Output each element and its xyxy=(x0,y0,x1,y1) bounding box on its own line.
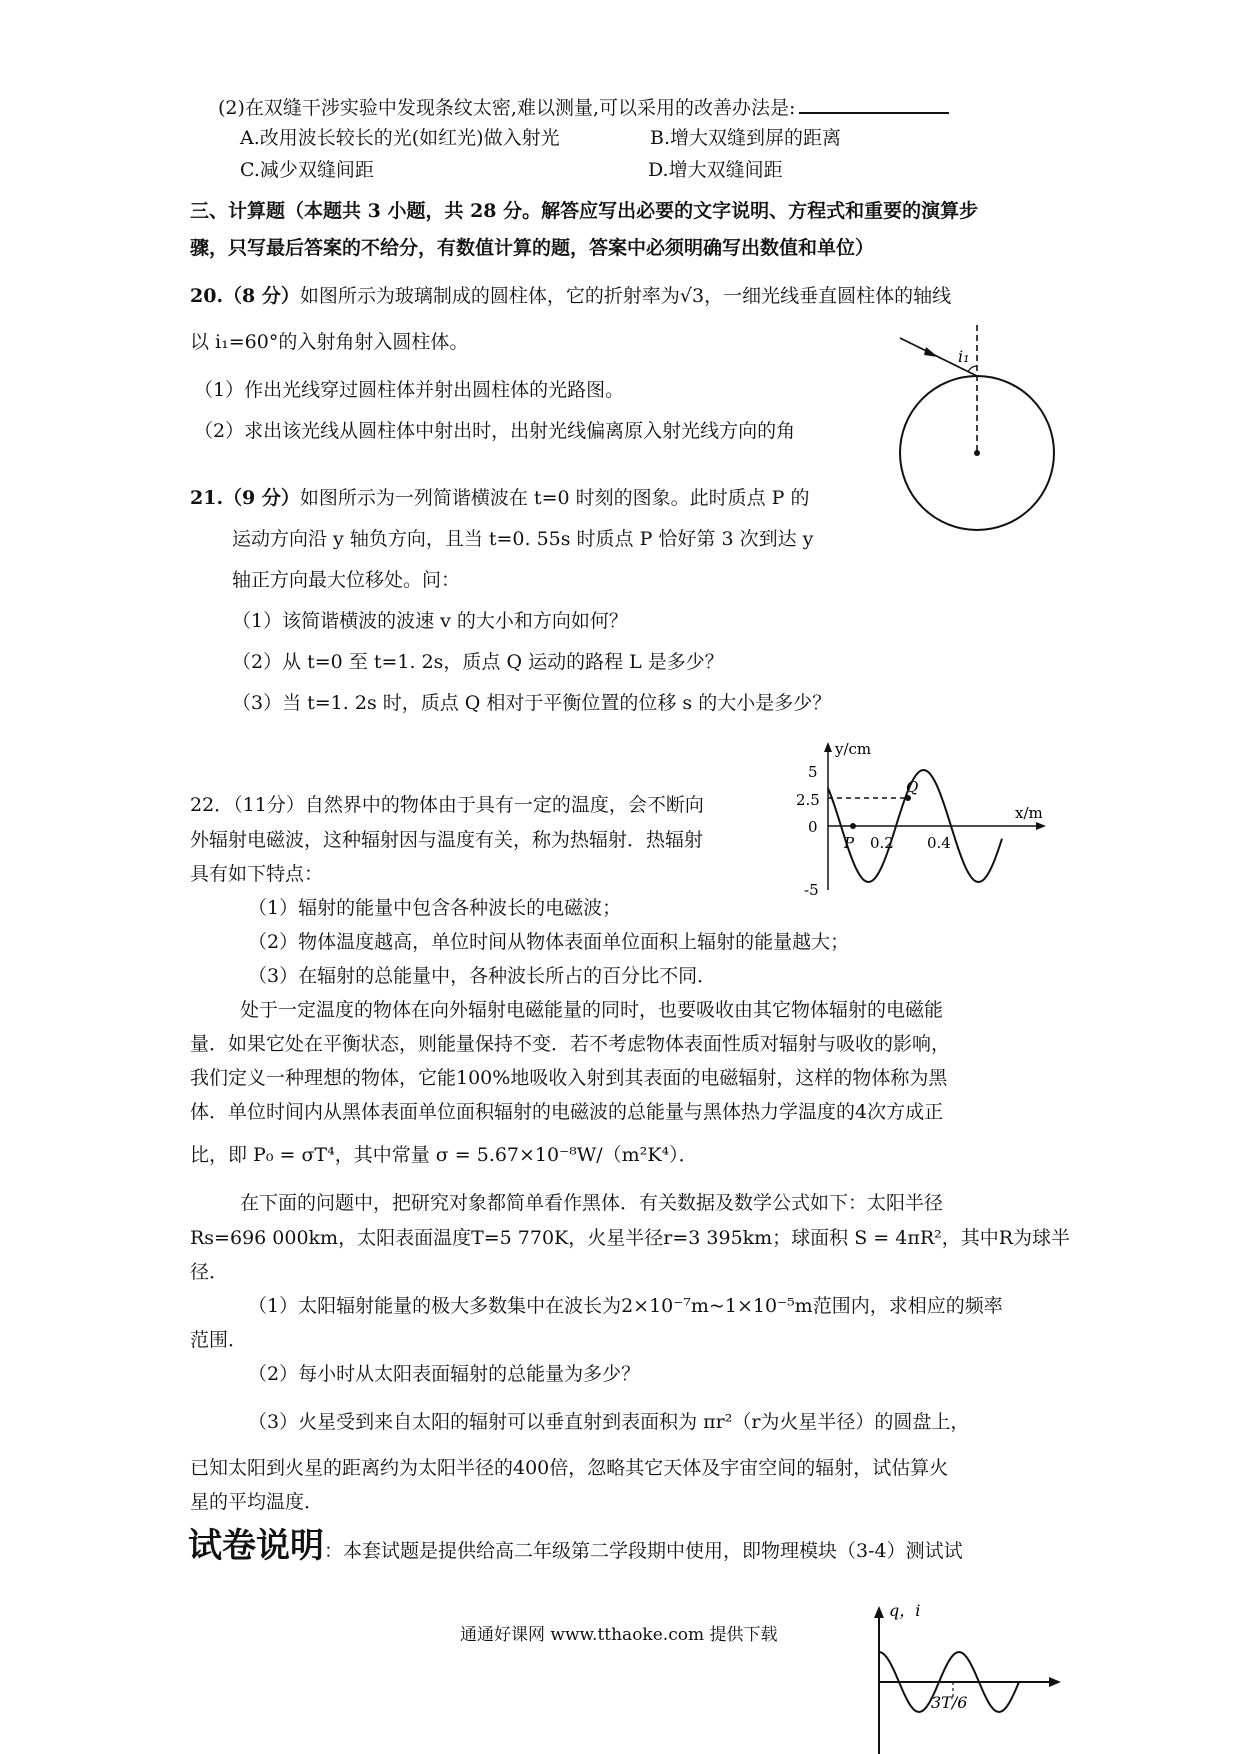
arrow-icon xyxy=(924,347,938,357)
note-title: 试卷说明 xyxy=(188,1526,324,1566)
q21-line3: 轴正方向最大位移处。问： xyxy=(232,569,461,591)
y-tick-0: 0 xyxy=(808,818,818,836)
q19-option-b: B.增大双缝到屏的距离 xyxy=(650,127,842,149)
q22-para2: 量．如果它处在平衡状态，则能量保持不变．若不考虑物体表面性质对辐射与吸收的影响， xyxy=(190,1033,951,1055)
q20-sub2: （2）求出该光线从圆柱体中射出时，出射光线偏离原入射光线方向的角 xyxy=(194,420,796,442)
angle-arc xyxy=(968,366,977,372)
q22-sub2: （2）每小时从太阳表面辐射的总能量为多少？ xyxy=(248,1363,641,1385)
note-text: ：本套试题是提供给高二年级第二学段期中使用，即物理模块（3-4）测试试 xyxy=(324,1540,963,1562)
point-q-label: Q xyxy=(906,778,919,796)
q22-para1: 处于一定温度的物体在向外辐射电磁能量的同时，也要吸收由其它物体辐射的电磁能 xyxy=(240,999,944,1021)
oscillation-graph xyxy=(855,1600,1065,1754)
exam-note xyxy=(188,1526,963,1566)
q19-option-a: A.改用波长较长的光(如红光)做入射光 xyxy=(240,127,560,149)
x-tick-0.4: 0.4 xyxy=(927,834,951,852)
q22-data2: Rs=696 000km，太阳表面温度T=5 770K，火星半径r=3 395km；球面积 S = 4πR²，其中R为球半 xyxy=(190,1227,1071,1249)
point-p-label: P xyxy=(844,834,855,852)
q21-line2: 运动方向沿 y 轴负方向，且当 t=0. 55s 时质点 P 恰好第 3 次到达 y xyxy=(232,528,814,550)
q22-feature3: （3）在辐射的总能量中，各种波长所占的百分比不同． xyxy=(248,965,717,987)
answer-blank xyxy=(799,94,949,114)
q22-feature2: （2）物体温度越高，单位时间从物体表面单位面积上辐射的能量越大； xyxy=(248,931,850,953)
q22-sub1b: 范围． xyxy=(190,1329,248,1351)
point-p xyxy=(850,823,856,829)
t-axis-arrow-icon xyxy=(1049,1677,1061,1687)
q22-line2: 外辐射电磁波，这种辐射因与温度有关，称为热辐射．热辐射 xyxy=(190,829,704,851)
y-tick-neg5: -5 xyxy=(804,881,819,899)
q22-line1: 22．（11分）自然界中的物体由于具有一定的温度，会不断向 xyxy=(190,794,704,816)
q22-feature1: （1）辐射的能量中包含各种波长的电磁波； xyxy=(248,897,622,919)
center-dot xyxy=(974,450,980,456)
q22-line3: 具有如下特点： xyxy=(190,863,324,885)
q22-para4: 体．单位时间内从黑体表面单位面积辐射的电磁波的总能量与黑体热力学温度的4次方成正 xyxy=(190,1101,944,1123)
x-axis-arrow-icon xyxy=(1036,822,1046,830)
q20-line2: 以 i₁=60°的入射角射入圆柱体。 xyxy=(190,331,469,353)
q22-data1: 在下面的问题中，把研究对象都简单看作黑体．有关数据及数学公式如下：太阳半径 xyxy=(240,1192,944,1214)
q22-sub3a: （3）火星受到来自太阳的辐射可以垂直射到表面积为 πr²（r为火星半径）的圆盘上， xyxy=(248,1411,970,1433)
x-axis-label: x/m xyxy=(1015,804,1043,822)
q20-line1: 20.（8 分）如图所示为玻璃制成的圆柱体，它的折射率为√3，一细光线垂直圆柱体的轴线 xyxy=(190,285,952,307)
q22-sub3b: 已知太阳到火星的距离约为太阳半径的400倍，忽略其它天体及宇宙空间的辐射，试估算火 xyxy=(190,1457,949,1479)
q20-sub1: （1）作出光线穿过圆柱体并射出圆柱体的光路图。 xyxy=(194,379,625,401)
q21-sub2: （2）从 t=0 至 t=1. 2s，质点 Q 运动的路程 L 是多少？ xyxy=(232,651,724,673)
footer: 通通好课网 www.tthaoke.com 提供下载 xyxy=(460,1625,778,1645)
q-axis-label: q，i xyxy=(889,1601,921,1620)
q22-sub1a: （1）太阳辐射能量的极大多数集中在波长为2×10⁻⁷m~1×10⁻⁵m范围内，求相应的频率 xyxy=(248,1295,1003,1317)
q22-data3: 径． xyxy=(190,1261,229,1283)
q22-para5: 比，即 P₀ = σT⁴，其中常量 σ = 5.67×10⁻⁸W/（m²K⁴）． xyxy=(190,1144,698,1166)
q21-line1: 21.（9 分）如图所示为一列简谐横波在 t=0 时刻的图象。此时质点 P 的 xyxy=(190,487,810,509)
y-axis-arrow-icon xyxy=(824,742,832,752)
q19-option-d: D.增大双缝间距 xyxy=(648,159,783,181)
section3-heading-2: 骤，只写最后答案的不给分，有数值计算的题，答案中必须明确写出数值和单位） xyxy=(190,237,875,259)
q22-para3: 我们定义一种理想的物体，它能100%地吸收入射到其表面的电磁辐射，这样的物体称为黑 xyxy=(190,1067,948,1089)
q22-sub3c: 星的平均温度． xyxy=(190,1491,324,1513)
angle-label: i₁ xyxy=(958,347,970,366)
q-axis-arrow-icon xyxy=(874,1606,884,1618)
y-tick-5: 5 xyxy=(808,763,818,781)
time-mark-label: 3T/6 xyxy=(931,1693,968,1712)
section3-heading-1: 三、计算题（本题共 3 小题，共 28 分。解答应写出必要的文字说明、方程式和重要的演算步 xyxy=(190,200,979,222)
q19-option-c: C.减少双缝间距 xyxy=(240,159,374,181)
x-tick-0.2: 0.2 xyxy=(870,834,894,852)
q21-sub3: （3）当 t=1. 2s 时，质点 Q 相对于平衡位置的位移 s 的大小是多少？ xyxy=(232,692,832,714)
y-tick-2.5: 2.5 xyxy=(796,791,820,809)
q21-sub1: （1）该简谐横波的波速 v 的大小和方向如何？ xyxy=(232,610,628,632)
q19-part2: (2)在双缝干涉实验中发现条纹太密,难以测量,可以采用的改善办法是: xyxy=(218,94,949,120)
cylinder-figure xyxy=(880,320,1070,550)
wave-graph xyxy=(790,740,1050,900)
y-axis-label: y/cm xyxy=(835,740,872,758)
